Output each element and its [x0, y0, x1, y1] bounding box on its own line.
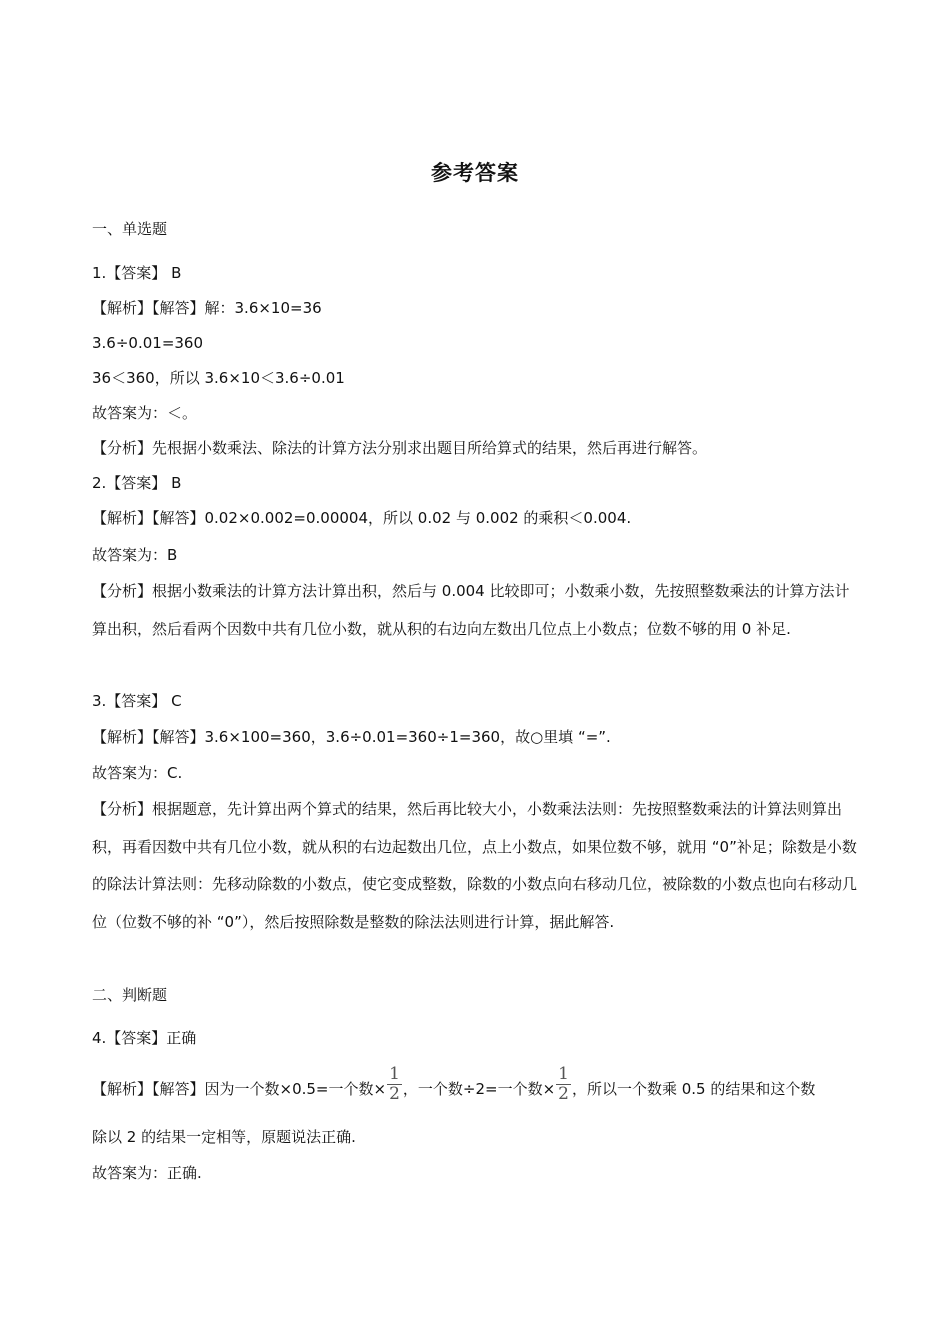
- fraction-numerator: 1: [558, 1064, 569, 1084]
- q3-answer: 3.【答案】 C: [92, 692, 182, 710]
- q2-conclusion: 故答案为：B: [92, 546, 178, 564]
- q4-explanation-line: [92, 1064, 862, 1104]
- page-title: 参考答案: [431, 161, 519, 185]
- q1-explanation-line: 36＜360，所以 3.6×10＜3.6÷0.01: [92, 369, 345, 387]
- q3-analysis: 【分析】根据题意，先计算出两个算式的结果，然后再比较大小，小数乘法法则：先按照整数乘法的计算法则算出积，再看因数中共有几位小数，就从积的右边起数出几位，点上小数点，如果位数不够，就用 “0”补足；除数是小数的除法计算法则：先移动除数的小数点，使它变成整数，除数的小数点向右移动几位，被除数的小数点也向右移动几位（位数不够的补 “0”），然后按照除数是整数的除法法则进行计算，据此解答.: [92, 800, 858, 931]
- q2-explanation-line: 【解析】【解答】0.02×0.002=0.00004，所以 0.02 与 0.002 的乘积＜0.004.: [92, 509, 632, 527]
- q1-conclusion: 故答案为：＜。: [92, 404, 198, 422]
- q1-answer: 1.【答案】 B: [92, 264, 182, 282]
- q3-conclusion: 故答案为：C.: [92, 764, 183, 782]
- fraction-denominator: 2: [558, 1084, 569, 1104]
- q4-explanation-line: 除以 2 的结果一定相等，原题说法正确.: [92, 1128, 356, 1146]
- q2-analysis: 【分析】根据小数乘法的计算方法计算出积，然后与 0.004 比较即可；小数乘小数，先按照整数乘法的计算方法计算出积，然后看两个因数中共有几位小数，就从积的右边向左数出几位点上小数点；位数不够的用 0 补足.: [92, 582, 850, 638]
- q4-answer: 4.【答案】正确: [92, 1029, 197, 1047]
- q3-explanation-line: 【解析】【解答】3.6×100=360，3.6÷0.01=360÷1=360，故○里填 “=”.: [92, 728, 611, 746]
- fraction-one-half: [556, 1066, 571, 1103]
- fraction-one-half: [387, 1066, 402, 1103]
- q4-conclusion: 故答案为：正确.: [92, 1164, 202, 1182]
- q4-explanation-part: ，一个数÷2=一个数×: [402, 1080, 556, 1098]
- fraction-denominator: 2: [389, 1084, 400, 1104]
- q1-explanation-line: 【解析】【解答】解：3.6×10=36: [92, 299, 322, 317]
- section-heading-single-choice: 一、单选题: [92, 220, 168, 238]
- section-heading-true-false: 二、判断题: [92, 986, 168, 1004]
- q2-answer: 2.【答案】 B: [92, 474, 182, 492]
- q1-analysis: 【分析】先根据小数乘法、除法的计算方法分别求出题目所给算式的结果，然后再进行解答。: [92, 439, 708, 457]
- fraction-numerator: 1: [389, 1064, 400, 1084]
- q1-explanation-line: 3.6÷0.01=360: [92, 334, 204, 352]
- q4-explanation-part: 【解析】【解答】因为一个数×0.5=一个数×: [92, 1080, 387, 1098]
- q4-explanation-part: ，所以一个数乘 0.5 的结果和这个数: [571, 1080, 816, 1098]
